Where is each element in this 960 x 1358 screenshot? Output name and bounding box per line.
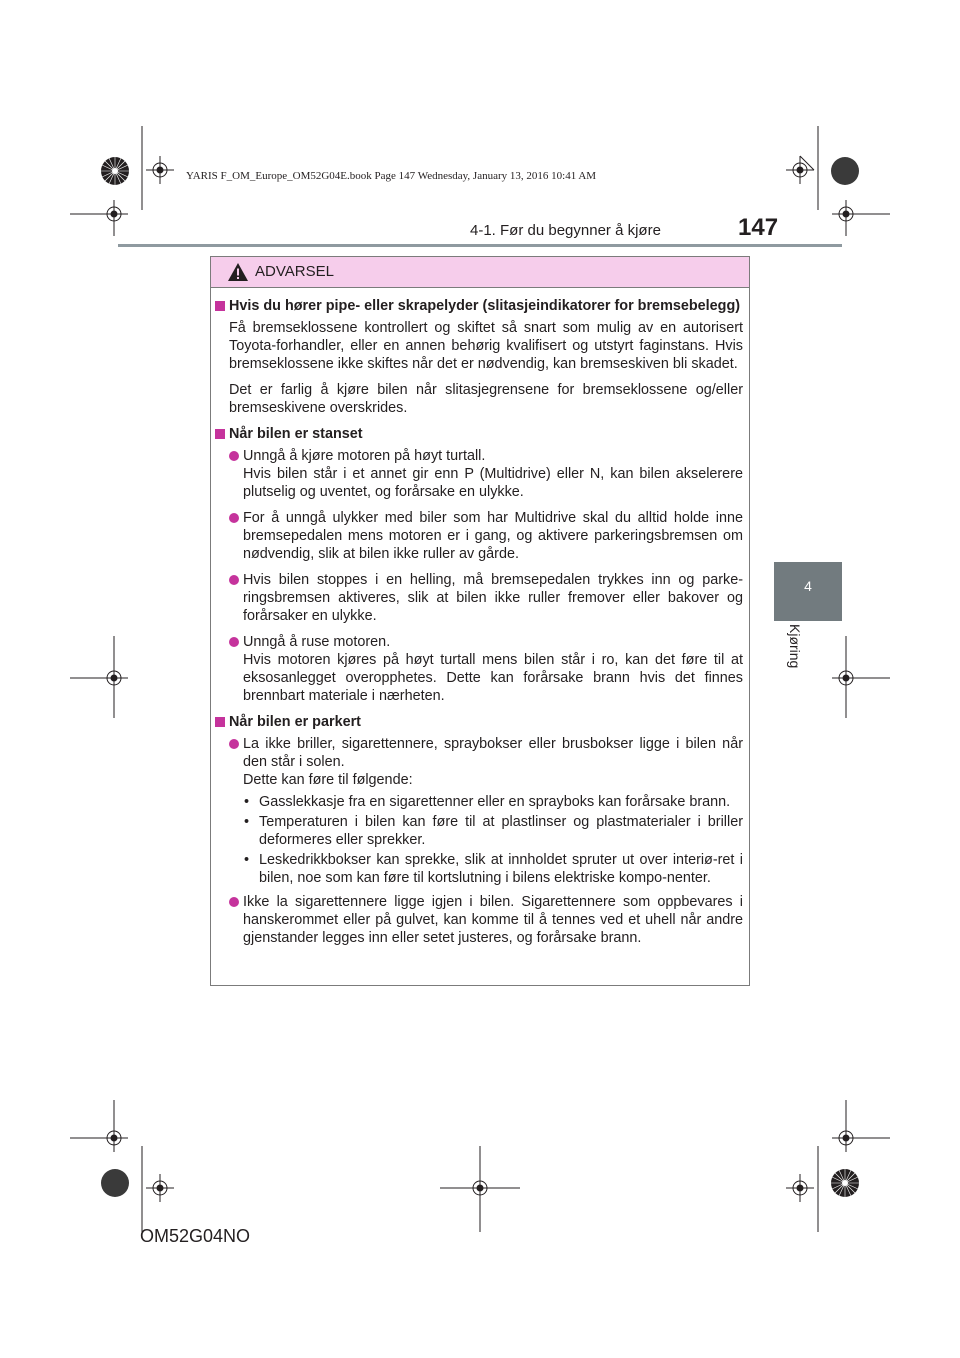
section-heading: Når bilen er parkert: [215, 713, 743, 731]
dark-circle-mark-icon: [830, 156, 860, 186]
chapter-label: Kjøring: [787, 624, 803, 669]
paragraph: Det er farlig å kjøre bilen når slitasjegrensene for bremseklossene og/eller bremseskivene overskrides.: [229, 382, 743, 416]
bullet-item: La ikke briller, sigarettennere, spraybokser eller brusbokser ligge i bilen når den står i solen. Dette kan føre til følgende:: [229, 735, 743, 789]
starburst-mark-icon: [100, 156, 130, 186]
sub-bullet-mark: •: [244, 794, 250, 810]
bullet-item: For å unngå ulykker med biler som har Multidrive skal du alltid holde inne bremsepedalen mens motoren er i gang, og aktivere parkeringsbremsen om nødvendig, slik at bilen ikke ruller av gårde.: [229, 509, 743, 563]
sub-item: • Temperaturen i bilen kan føre til at plastlinser og plastmaterialer i briller deformeres eller sprekker.: [244, 814, 743, 848]
page-number: 147: [738, 214, 779, 241]
bullet-item: Hvis bilen stoppes i en helling, må bremsepedalen trykkes inn og parke-ringsbremsen aktiveres, slik at bilen ikke ruller fremover eller bakover og forårsaker en ulykke.: [229, 571, 743, 625]
starburst-mark-icon: [830, 1168, 860, 1198]
paragraph: Få bremseklossene kontrollert og skiftet så snart som mulig av en autorisert Toyota-forhandler, eller en annen behørig kvalifisert og utstyrt faginstans. Hvis bremseklossene ikke skiftes når det er nødvendig, kan bremseskiven bli skadet.: [229, 320, 743, 372]
bullet-item: Unngå å ruse motoren. Hvis motoren kjøres på høyt turtall mens bilen står i ro, kan det føre til at eksosanlegget overopphetes. Dette kan forårsake brann hvis det finnes brennbart materiale i nærheten.: [229, 633, 743, 705]
bullet-item: Ikke la sigarettennere ligge igjen i bilen. Sigarettennere som oppbevares i hanskerommet eller på gulvet, kan komme til å tennes ved et uhell når andre gjenstander legges inn eller setet justeres, og forårsake brann.: [229, 893, 743, 947]
sub-bullet-mark: •: [244, 852, 250, 868]
sub-bullet-mark: •: [244, 814, 250, 830]
bullet-item: Unngå å kjøre motoren på høyt turtall. Hvis bilen står i et annet gir enn P (Multidrive) eller N, kan bilen akselerere plutselig og uventet, og forårsake en ulykke.: [229, 447, 743, 501]
section-heading: Hvis du hører pipe- eller skrapelyder (slitasjeindikatorer for bremsebelegg): [215, 297, 743, 315]
section-heading: Når bilen er stanset: [215, 425, 743, 443]
warning-title: ADVARSEL: [255, 263, 334, 280]
sub-item: • Gasslekkasje fra en sigarettenner eller en sprayboks kan forårsake brann.: [244, 794, 731, 810]
dark-circle-mark-icon: [100, 1168, 130, 1198]
print-file-info: YARIS F_OM_Europe_OM52G04E.book Page 147 Wednesday, January 13, 2016 10:41 AM: [186, 170, 597, 182]
chapter-number: 4: [804, 578, 812, 594]
section-title: 4-1. Før du begynner å kjøre: [470, 222, 661, 239]
sub-item: • Leskedrikkbokser kan sprekke, slik at innholdet spruter ut over interiø-ret i bilen, noe som kan føre til kortslutning i bilens elektriske kompo-nenter.: [244, 852, 743, 886]
manual-code: OM52G04NO: [140, 1226, 251, 1246]
